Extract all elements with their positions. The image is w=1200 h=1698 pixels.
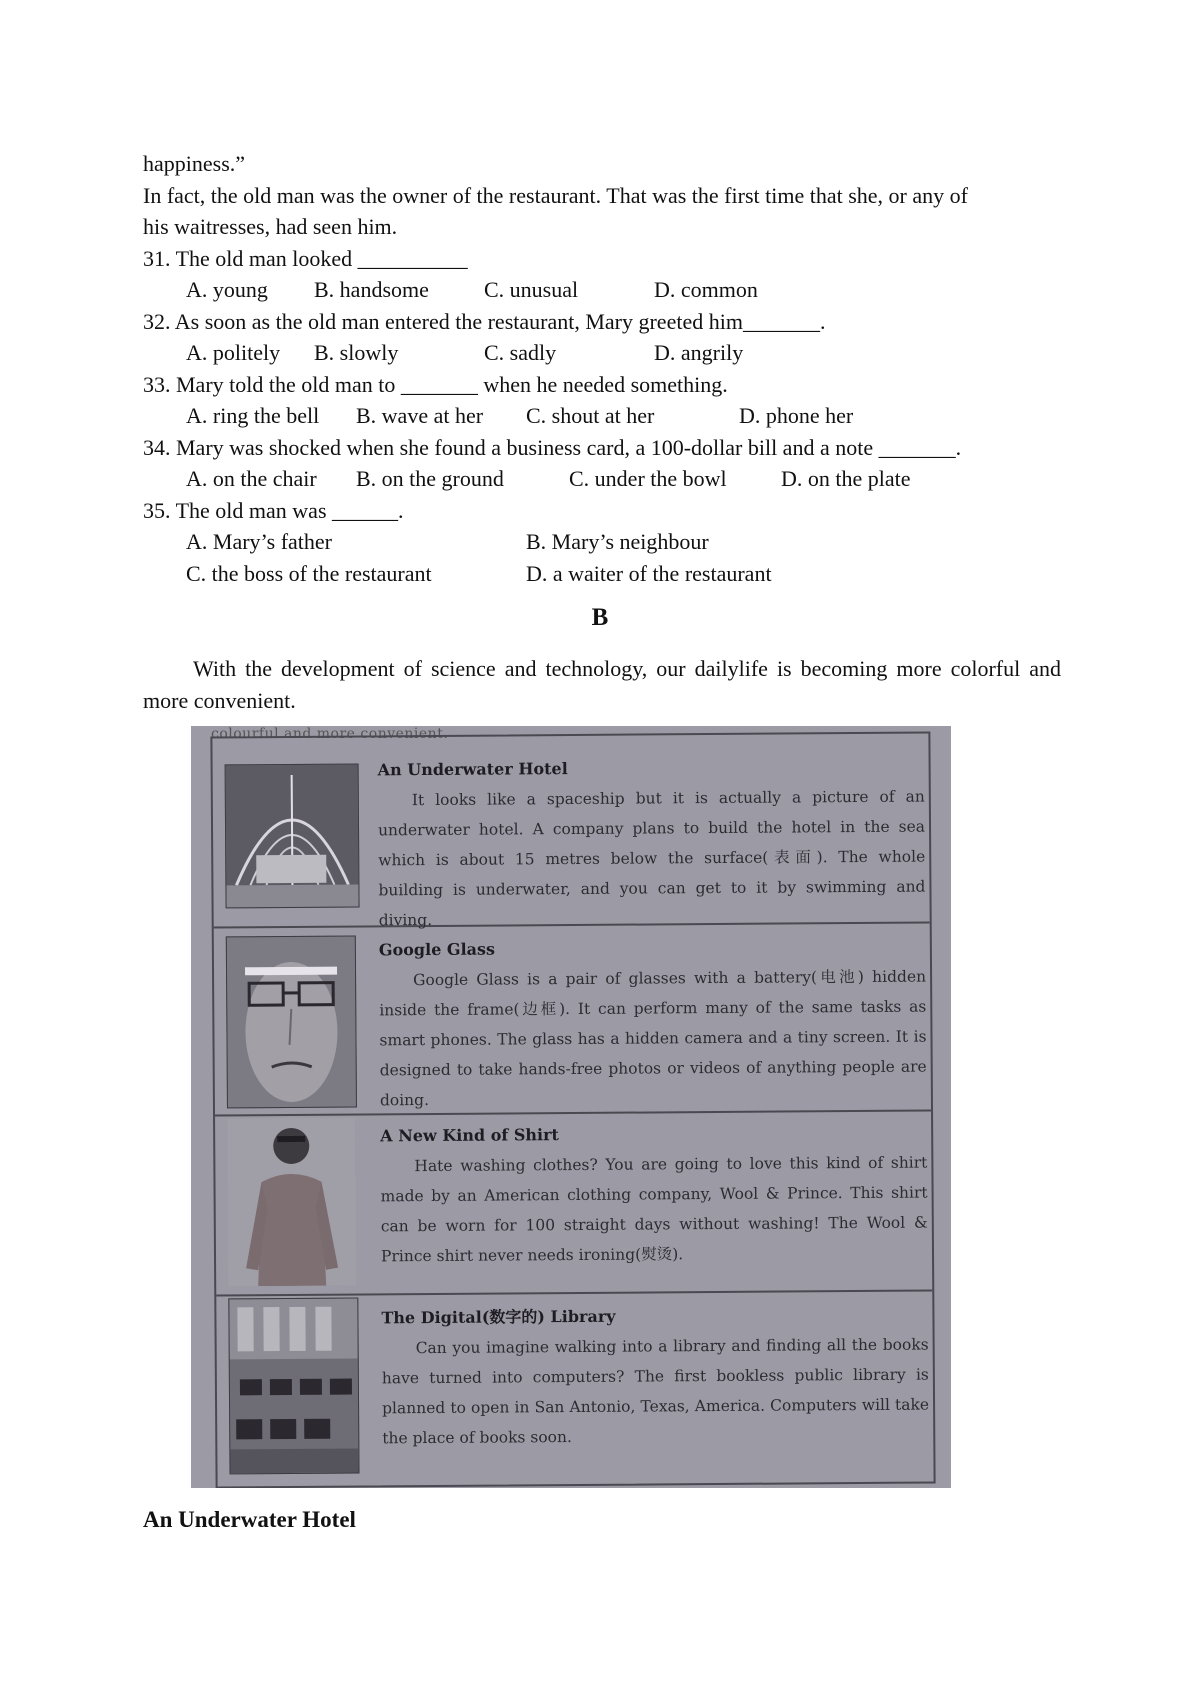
q33-option-c[interactable]: C. shout at her (526, 403, 655, 428)
scan-shirt-text: Hate washing clothes? You are going to love this kind of shirt made by an American clothing company, Wool & Prince. This shirt can be worn for 100 straight days without washing! The Wool & Prince shirt never needs ironing(熨烫). (380, 1153, 928, 1266)
q34-option-c[interactable]: C. under the bowl (569, 466, 727, 491)
q32-option-b[interactable]: B. slowly (314, 340, 399, 365)
q33-option-d[interactable]: D. phone her (739, 403, 854, 428)
question-31-stem: 31. The old man looked __________ (143, 245, 468, 271)
story-line-1: happiness.” (143, 151, 246, 176)
q35-option-d[interactable]: D. a waiter of the restaurant (526, 560, 772, 586)
scan-item-shirt-body (380, 1118, 928, 1272)
scan-item-library (216, 1289, 933, 1486)
section-b-label: B (591, 604, 609, 631)
q31-option-b[interactable]: B. handsome (314, 277, 429, 302)
q32-option-d[interactable]: D. angrily (654, 340, 744, 365)
google-glass-photo (226, 936, 357, 1109)
question-35-stem: 35. The old man was ______. (143, 497, 404, 523)
scan-item-shirt (215, 1110, 932, 1297)
q34-option-d[interactable]: D. on the plate (781, 466, 911, 491)
shirt-photo (227, 1118, 356, 1287)
q34-option-a[interactable]: A. on the chair (186, 466, 317, 491)
scan-hotel-heading: An Underwater Hotel (377, 759, 568, 780)
question-33-stem: 33. Mary told the old man to _______ when he needed something. (143, 371, 728, 397)
question-31-options (143, 274, 1061, 306)
scan-hotel-text: It looks like a spaceship but it is actually a picture of an underwater hotel. A company plans to build the hotel in the sea which is about 15 metres below the surface(表面). The whole building is underwater, and you can get to it by swimming and diving. (377, 787, 926, 930)
story-line-3: his waitresses, had seen him. (143, 214, 398, 239)
q33-option-a[interactable]: A. ring the bell (186, 403, 320, 428)
q31-option-a[interactable]: A. young (186, 277, 268, 302)
story-text (143, 148, 1061, 589)
question-34-options (143, 463, 1061, 495)
q35-option-b[interactable]: B. Mary’s neighbour (526, 529, 709, 554)
underwater-hotel-photo (225, 763, 360, 908)
q32-option-a[interactable]: A. politely (186, 340, 281, 365)
story-line-2: In fact, the old man was the owner of the restaurant. That was the first time that she, or any of (143, 182, 968, 208)
scan-library-heading: The Digital(数字的) Library (381, 1306, 616, 1328)
q31-option-c[interactable]: C. unusual (484, 277, 579, 302)
scan-item-glass (214, 922, 931, 1117)
q31-option-d[interactable]: D. common (654, 277, 758, 302)
scanned-article-image (191, 726, 951, 1488)
scan-item-hotel-body (378, 752, 926, 936)
q32-option-c[interactable]: C. sadly (484, 340, 557, 365)
bottom-heading: An Underwater Hotel (143, 1507, 356, 1532)
scan-library-text: Can you imagine walking into a library and finding all the books have turned into computers? The first bookless public library is planned to open in San Antonio, Texas, America. Computers will take the place of books soon. (381, 1335, 930, 1448)
question-34-stem: 34. Mary was shocked when she found a business card, a 100-dollar bill and a note _______. (143, 434, 962, 460)
q35-option-a[interactable]: A. Mary’s father (186, 529, 333, 554)
scan-item-glass-body (379, 932, 927, 1116)
q34-option-b[interactable]: B. on the ground (356, 466, 504, 491)
scan-glass-text: Google Glass is a pair of glasses with a battery(电池) hidden inside the frame(边框). It can perform many of the same tasks as smart phones. The glass has a hidden camera and a tiny screen. It is designed to take hands-free photos or videos of anything people are doing. (379, 967, 927, 1110)
question-35-options-row1 (143, 526, 1061, 558)
digital-library-photo (228, 1298, 359, 1475)
scan-shirt-heading: A New Kind of Shirt (380, 1125, 559, 1146)
question-35-options-row2 (143, 558, 1061, 590)
q33-option-b[interactable]: B. wave at her (356, 403, 484, 428)
scan-item-library-body (381, 1300, 929, 1454)
question-32-options (143, 337, 1061, 369)
scan-top-caption: colourful and more convenient. (211, 726, 449, 742)
scan-glass-heading: Google Glass (378, 939, 496, 960)
question-32-stem: 32. As soon as the old man entered the restaurant, Mary greeted him_______. (143, 308, 826, 334)
question-33-options (143, 400, 1061, 432)
q35-option-c[interactable]: C. the boss of the restaurant (186, 560, 432, 586)
scan-item-hotel (212, 734, 929, 929)
scan-frame (210, 731, 935, 1488)
section-b-intro: With the development of science and technology, our dailylife is becoming more colorful and more convenient. (143, 656, 1061, 713)
